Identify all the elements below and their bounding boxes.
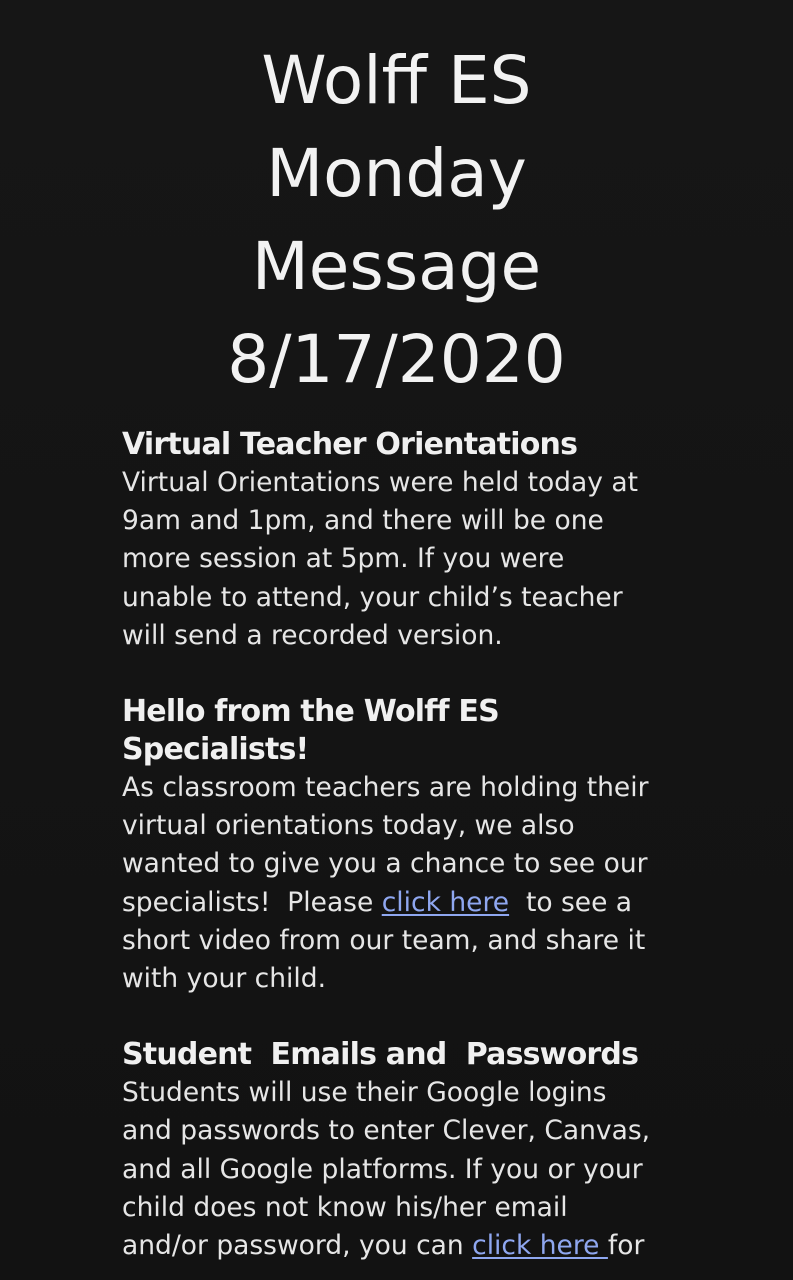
section-body-line: Students will use their Google logins <box>122 1077 607 1109</box>
section-body-line: with your child. <box>122 963 326 995</box>
title-line-1: Wolff ES <box>261 42 532 119</box>
title-line-3: Message <box>251 228 542 305</box>
section-body-line-with-link <box>122 1227 682 1265</box>
section-body-line: Virtual Orientations were held today at <box>122 467 638 498</box>
link-prefix-text: and/or password, you can <box>122 1230 473 1262</box>
title-line-4: 8/17/2020 <box>227 321 566 398</box>
section-body-line-with-link <box>122 884 682 922</box>
link-suffix-text: to see a <box>509 886 633 918</box>
section-heading: Specialists! <box>122 732 309 768</box>
section-body-line: 9am and 1pm, and there will be one <box>122 505 604 537</box>
section-emails-passwords <box>122 1036 682 1265</box>
section-heading: Virtual Teacher Orientations <box>122 427 578 462</box>
link-prefix-text: specialists! Please <box>122 886 382 918</box>
section-body-line: virtual orientations today, we also <box>122 810 575 842</box>
login-help-link[interactable]: click here <box>472 1230 608 1262</box>
section-specialists <box>122 693 682 998</box>
section-body-line: and all Google platforms. If you or your <box>122 1153 643 1185</box>
section-heading: Student Emails and Passwords <box>122 1037 639 1073</box>
section-heading: Hello from the Wolff ES <box>122 694 499 730</box>
section-body-line: child does not know his/her email <box>122 1191 568 1223</box>
section-virtual-orientations <box>122 426 682 655</box>
section-body-line: unable to attend, your child’s teacher <box>122 581 623 613</box>
page-title <box>0 34 793 406</box>
section-body-line: wanted to give you a chance to see our <box>122 848 648 880</box>
message-content <box>122 426 682 1265</box>
section-body-line: As classroom teachers are holding their <box>122 772 649 804</box>
link-suffix-text: for <box>607 1230 645 1262</box>
section-body-line: and passwords to enter Clever, Canvas, <box>122 1115 651 1147</box>
section-body-line: will send a recorded version. <box>122 619 503 651</box>
title-line-2: Monday <box>266 135 527 212</box>
section-body-line: short video from our team, and share it <box>122 924 646 956</box>
specialists-video-link[interactable]: click here <box>381 886 510 918</box>
section-body-line: more session at 5pm. If you were <box>122 543 565 575</box>
